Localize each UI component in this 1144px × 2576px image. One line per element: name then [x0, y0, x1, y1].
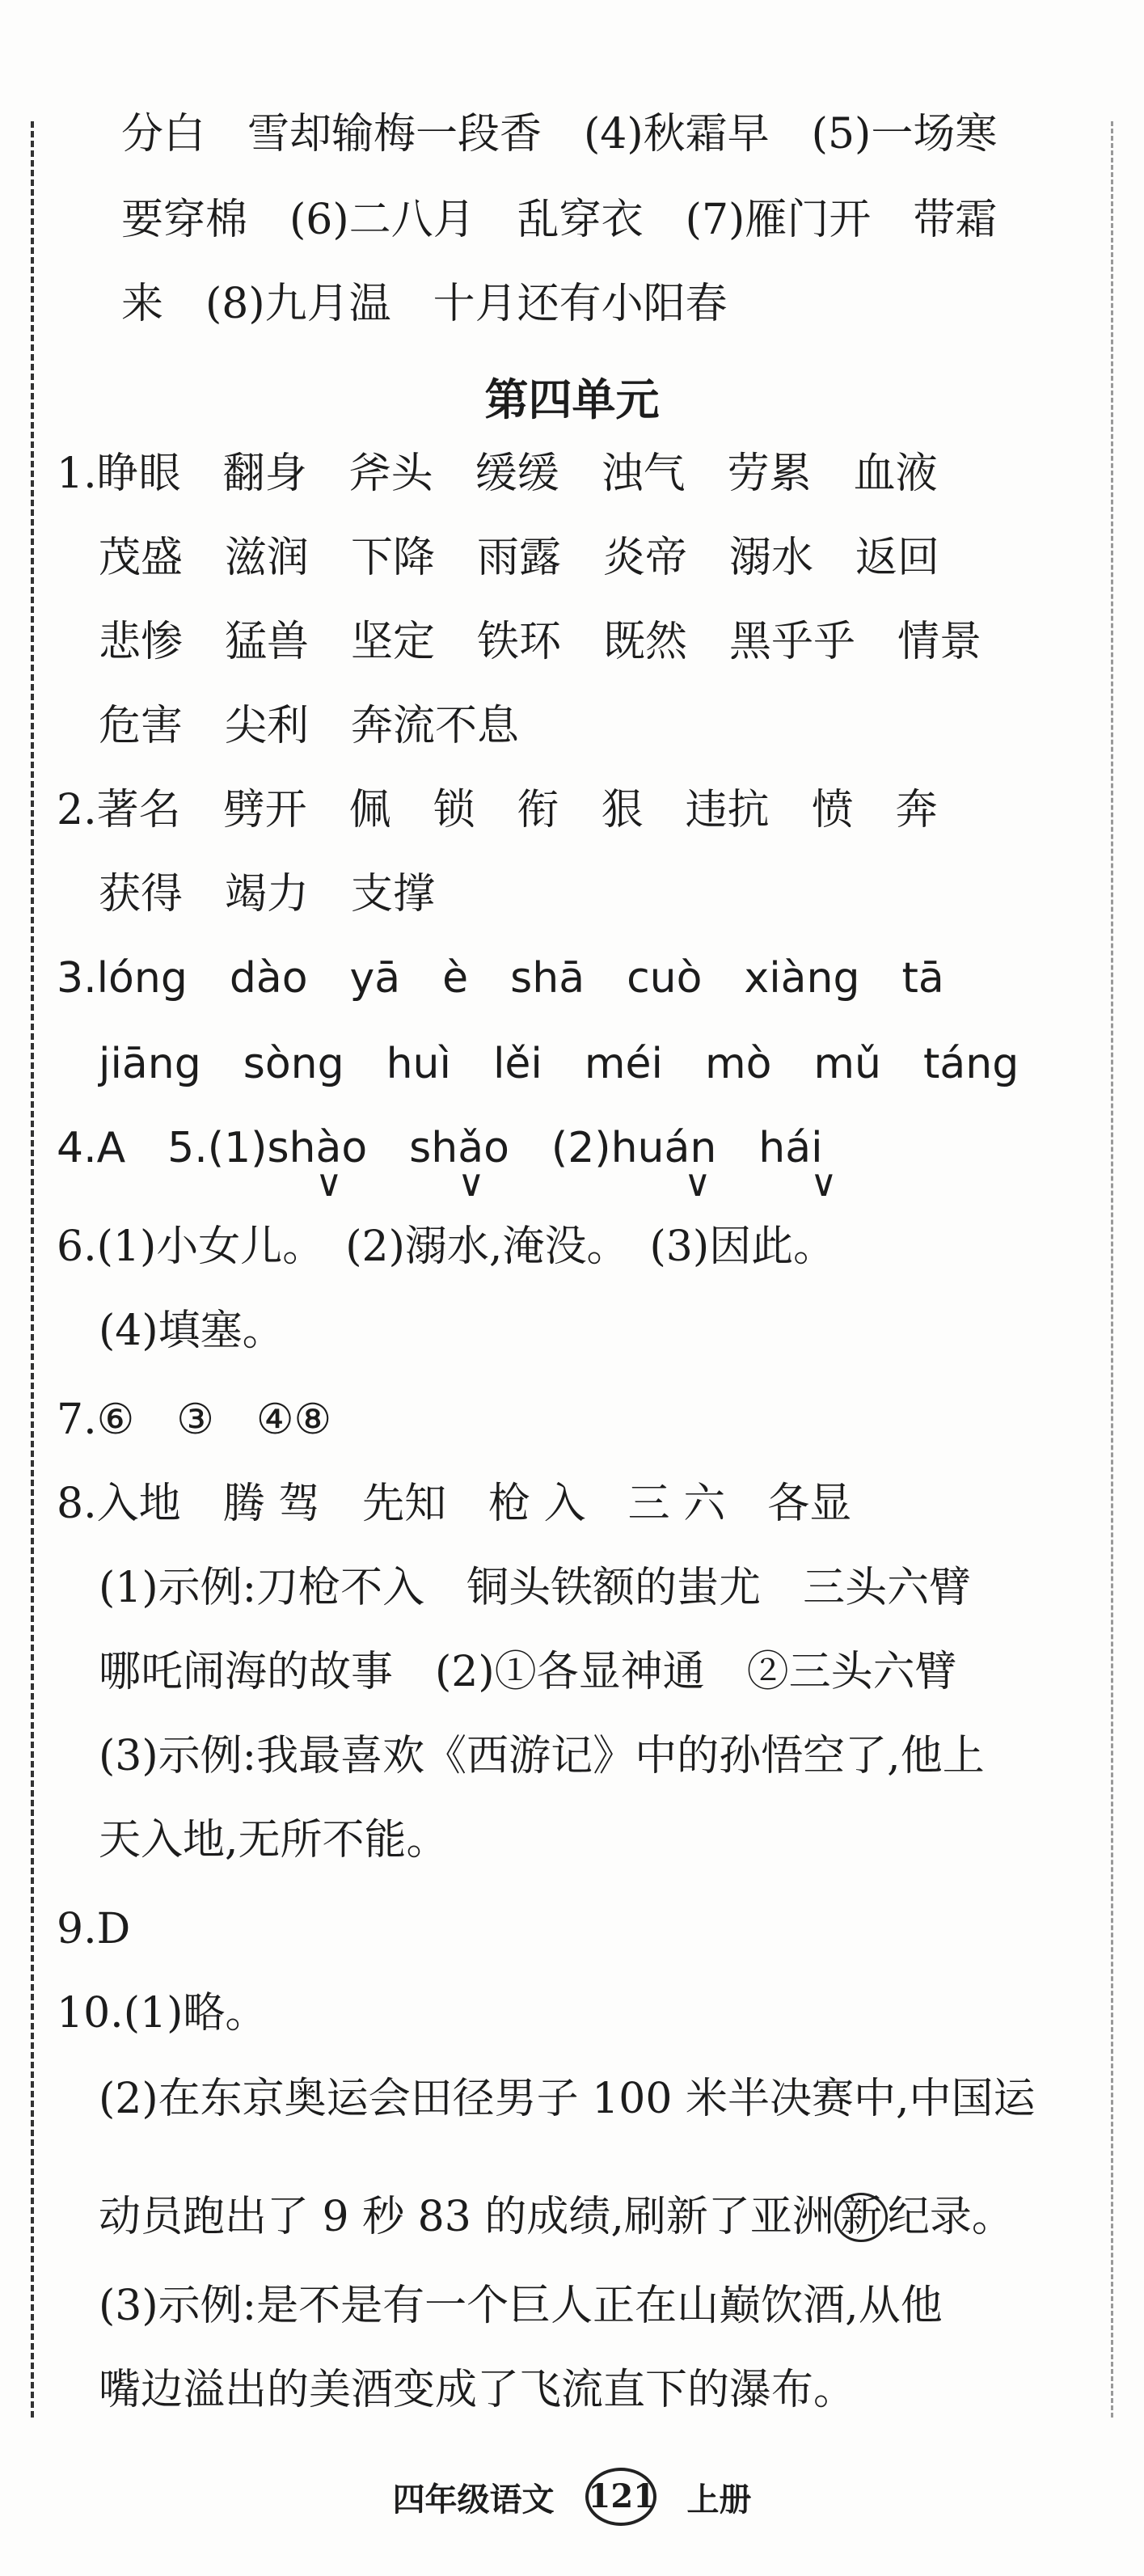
answer-line: (3)示例:我最喜欢《西游记》中的孙悟空了,他上: [57, 1732, 985, 1780]
answer-line: 10.(1)略。: [57, 1989, 268, 2038]
answer-text-tail: 纪录。: [887, 2193, 1014, 2241]
answer-line: 危害 尖利 奔流不息: [57, 702, 520, 750]
binding-dashed-line: [31, 121, 34, 2418]
answer-line: 2.著名 劈开 佩 锁 衔 狠 违抗 愤 奔: [57, 786, 938, 834]
section-title: 第四单元: [484, 374, 660, 425]
answer-line: (2)在东京奥运会田径男子 100 米半决赛中,中国运: [57, 2075, 1036, 2123]
check-mark: ∨: [810, 1161, 838, 1205]
answer-line: 茂盛 滋润 下降 雨露 炎帝 溺水 返回: [57, 534, 940, 582]
answer-line: 1.睁眼 翻身 斧头 缓缓 浊气 劳累 血液: [57, 450, 938, 498]
answer-line: [57, 2193, 1014, 2242]
answer-line: (1)示例:刀枪不入 铜头铁额的蚩尤 三头六臂: [57, 1564, 972, 1612]
answer-text: 动员跑出了 9 秒 83 的成绩,刷新了亚洲: [57, 2193, 834, 2241]
answer-line: 9.D: [57, 1905, 131, 1953]
answer-line: 7.⑥ ③ ④⑧: [57, 1396, 332, 1444]
answer-line: 嘴边溢出的美酒变成了飞流直下的瀑布。: [57, 2366, 856, 2414]
text-line: 分白 雪却输梅一段香 (4)秋霜早 (5)一场寒: [121, 110, 998, 158]
right-dashed-line: [1111, 121, 1113, 2418]
answer-line: 天入地,无所不能。: [57, 1816, 449, 1864]
answer-line: 8.入地 腾 驾 先知 枪 入 三 六 各显: [57, 1480, 852, 1528]
text-line: 要穿棉 (6)二八月 乱穿衣 (7)雁门开 带霜: [121, 196, 998, 244]
check-mark: ∨: [458, 1161, 485, 1205]
circled-character: 新: [834, 2193, 888, 2242]
pinyin-line: jiāng sòng huì lěi méi mò mǔ táng: [57, 1040, 1019, 1088]
answer-line: 4.A 5.(1)shào shǎo (2)huán hái: [57, 1124, 823, 1172]
text-line: 来 (8)九月温 十月还有小阳春: [121, 280, 728, 328]
pinyin-line: 3.lóng dào yā è shā cuò xiàng tā: [57, 954, 944, 1003]
page-number: 121: [585, 2468, 656, 2526]
check-mark: ∨: [315, 1161, 343, 1205]
answer-line: 悲惨 猛兽 坚定 铁环 既然 黑乎乎 情景: [57, 618, 982, 666]
answer-line: (4)填塞。: [57, 1307, 285, 1355]
footer-volume: 上册: [686, 2481, 752, 2519]
answer-line: (3)示例:是不是有一个巨人正在山巅饮酒,从他: [57, 2282, 943, 2330]
page-footer: [0, 2468, 1144, 2526]
check-mark: ∨: [684, 1161, 711, 1205]
answer-line: 获得 竭力 支撑: [57, 870, 436, 918]
footer-grade: 四年级语文: [392, 2481, 555, 2519]
answer-line: 哪吒闹海的故事 (2)①各显神通 ②三头六臂: [57, 1648, 957, 1696]
answer-line: 6.(1)小女儿。 (2)溺水,淹没。 (3)因此。: [57, 1223, 836, 1271]
